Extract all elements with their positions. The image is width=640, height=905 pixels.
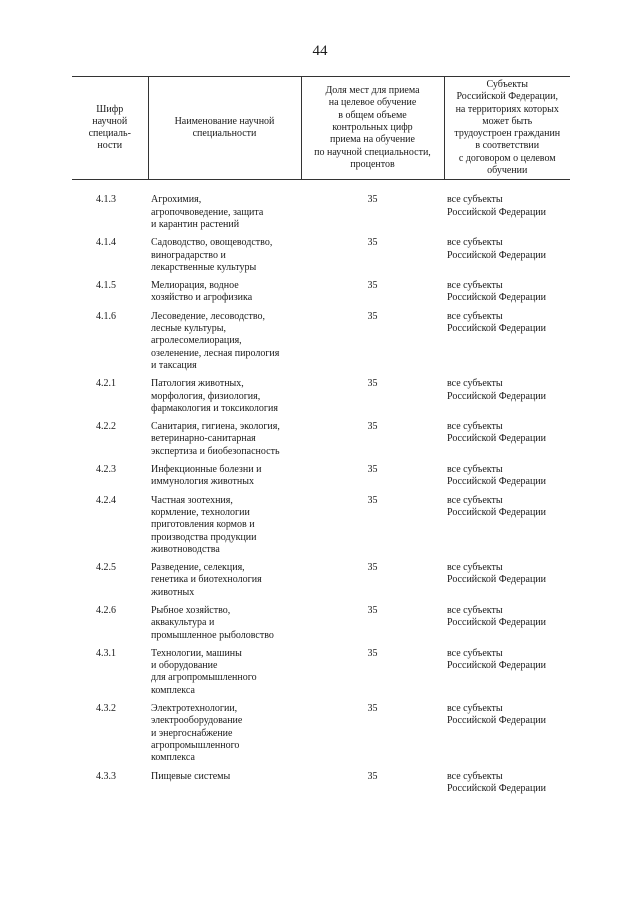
specialty-code: 4.2.2 — [96, 421, 116, 433]
specialty-code: 4.3.3 — [96, 770, 116, 782]
specialty-code: 4.3.2 — [96, 703, 116, 715]
target-share: 35 — [367, 280, 378, 292]
target-share: 35 — [367, 703, 378, 715]
table-row — [72, 703, 570, 770]
federal-subjects: все субъекты Российской Федерации — [447, 703, 547, 727]
page-number: 44 — [312, 43, 328, 59]
specialty-name: Мелиорация, водное хозяйство и агрофизика — [151, 280, 253, 304]
specialty-name: Технологии, машины и оборудование для агропромышленного комплекса — [151, 647, 257, 696]
specialty-name: Агрохимия, агропочвоведение, защита и карантин растений — [151, 194, 264, 230]
specialty-code: 4.1.5 — [96, 280, 116, 292]
specialty-name: Санитария, гигиена, экология, ветеринарно-санитарная экспертиза и биобезопасность — [151, 421, 280, 457]
table-row — [72, 771, 570, 802]
table-row — [72, 180, 570, 237]
table-row — [72, 237, 570, 280]
header-name: Наименование научной специальности — [148, 77, 301, 180]
target-share: 35 — [367, 647, 378, 659]
target-share: 35 — [367, 604, 378, 616]
federal-subjects: все субъекты Российской Федерации — [447, 194, 547, 218]
specialty-name: Пищевые системы — [151, 770, 231, 782]
specialties-table — [72, 76, 570, 801]
specialty-name: Патология животных, морфология, физиология, фармакология и токсикология — [151, 378, 278, 414]
table-header — [72, 77, 570, 180]
federal-subjects: все субъекты Российской Федерации — [447, 494, 547, 518]
specialty-code: 4.2.5 — [96, 562, 116, 574]
specialty-code: 4.1.3 — [96, 194, 116, 206]
federal-subjects: все субъекты Российской Федерации — [447, 770, 547, 794]
target-share: 35 — [367, 194, 378, 206]
header-subjects: Субъекты Российской Федерации, на территориях которых может быть трудоустроен гражданин в соответствии с договором о целевом обучении — [444, 77, 570, 180]
table-row — [72, 495, 570, 562]
table-body — [72, 180, 570, 801]
specialty-name: Рыбное хозяйство, аквакультура и промышленное рыболовство — [151, 604, 274, 641]
specialty-name: Электротехнологии, электрооборудование и энергоснабжение агропромышленного комплекса — [151, 703, 243, 764]
table-row — [72, 311, 570, 378]
table-row — [72, 421, 570, 464]
specialty-code: 4.1.4 — [96, 237, 116, 249]
specialty-name: Разведение, селекция, генетика и биотехнология животных — [151, 562, 262, 598]
specialty-code: 4.2.4 — [96, 494, 116, 506]
federal-subjects: все субъекты Российской Федерации — [447, 464, 547, 488]
target-share: 35 — [367, 562, 378, 574]
specialty-name: Инфекционные болезни и иммунология животных — [151, 464, 262, 488]
federal-subjects: все субъекты Российской Федерации — [447, 562, 547, 586]
specialty-code: 4.1.6 — [96, 310, 116, 322]
header-code: Шифр научной специаль- ности — [72, 77, 148, 180]
specialty-code: 4.2.1 — [96, 378, 116, 390]
target-share: 35 — [367, 310, 378, 322]
specialty-name: Лесоведение, лесоводство, лесные культуры, агролесомелиорация, озеленение, лесная пирология и таксация — [151, 310, 280, 371]
target-share: 35 — [367, 378, 378, 390]
federal-subjects: все субъекты Российской Федерации — [447, 280, 547, 304]
table-row — [72, 464, 570, 495]
specialty-name: Частная зоотехния, кормление, технологии приготовления кормов и производства продукции животноводства — [151, 494, 257, 555]
specialty-code: 4.3.1 — [96, 647, 116, 659]
table-row — [72, 562, 570, 605]
federal-subjects: все субъекты Российской Федерации — [447, 604, 547, 629]
table-row — [72, 280, 570, 311]
header-share: Доля мест для приема на целевое обучение в общем объеме контрольных цифр приема на обучение по научной специальности, процентов — [301, 77, 444, 180]
specialty-code: 4.2.3 — [96, 464, 116, 476]
target-share: 35 — [367, 237, 378, 249]
federal-subjects: все субъекты Российской Федерации — [447, 310, 547, 335]
specialty-code: 4.2.6 — [96, 604, 116, 616]
table-row — [72, 605, 570, 648]
specialty-name: Садоводство, овощеводство, виноградарство и лекарственные культуры — [151, 237, 273, 273]
federal-subjects: все субъекты Российской Федерации — [447, 378, 547, 402]
target-share: 35 — [367, 464, 378, 476]
target-share: 35 — [367, 770, 378, 782]
table-row — [72, 648, 570, 703]
target-share: 35 — [367, 494, 378, 506]
federal-subjects: все субъекты Российской Федерации — [447, 647, 547, 672]
table-row — [72, 378, 570, 421]
target-share: 35 — [367, 421, 378, 433]
federal-subjects: все субъекты Российской Федерации — [447, 237, 547, 261]
federal-subjects: все субъекты Российской Федерации — [447, 421, 547, 445]
